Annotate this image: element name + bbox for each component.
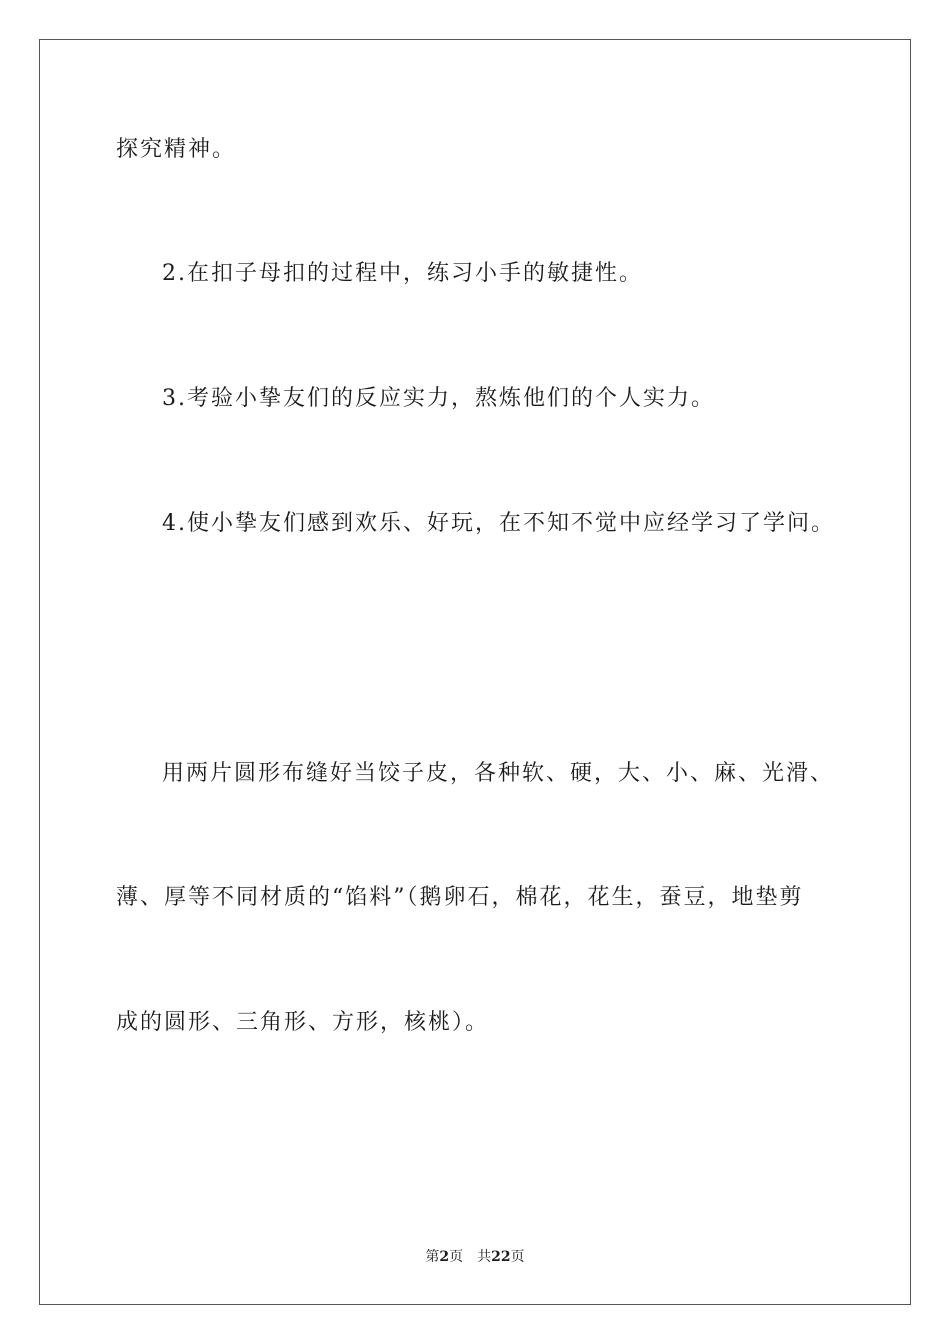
text-line-item-3: 3.考验小挚友们的反应实力，熬炼他们的个人实力。	[162, 386, 715, 411]
text-line-continuation: 探究精神。	[116, 137, 237, 162]
page-footer	[0, 1248, 950, 1266]
footer-current-page: 2	[439, 1249, 450, 1265]
text-line-materials-3: 成的圆形、三角形、方形，核桃）。	[116, 1010, 490, 1035]
footer-total-pages: 22	[491, 1249, 511, 1265]
footer-total-prefix: 共	[477, 1249, 492, 1265]
page-border	[39, 39, 911, 1305]
text-line-materials-1: 用两片圆形布缝好当饺子皮，各种软、硬，大、小、麻、光滑、	[162, 761, 835, 786]
text-line-item-2: 2.在扣子母扣的过程中，练习小手的敏捷性。	[162, 261, 643, 286]
text-line-materials-2: 薄、厚等不同材质的“馅料”（鹅卵石，棉花，花生，蚕豆，地垫剪	[116, 885, 804, 910]
text-line-item-4: 4.使小挚友们感到欢乐、好玩，在不知不觉中应经学习了学问。	[162, 511, 835, 536]
footer-page-unit: 页	[449, 1249, 464, 1265]
footer-total-unit: 页	[510, 1249, 525, 1265]
footer-prefix: 第	[425, 1249, 440, 1265]
